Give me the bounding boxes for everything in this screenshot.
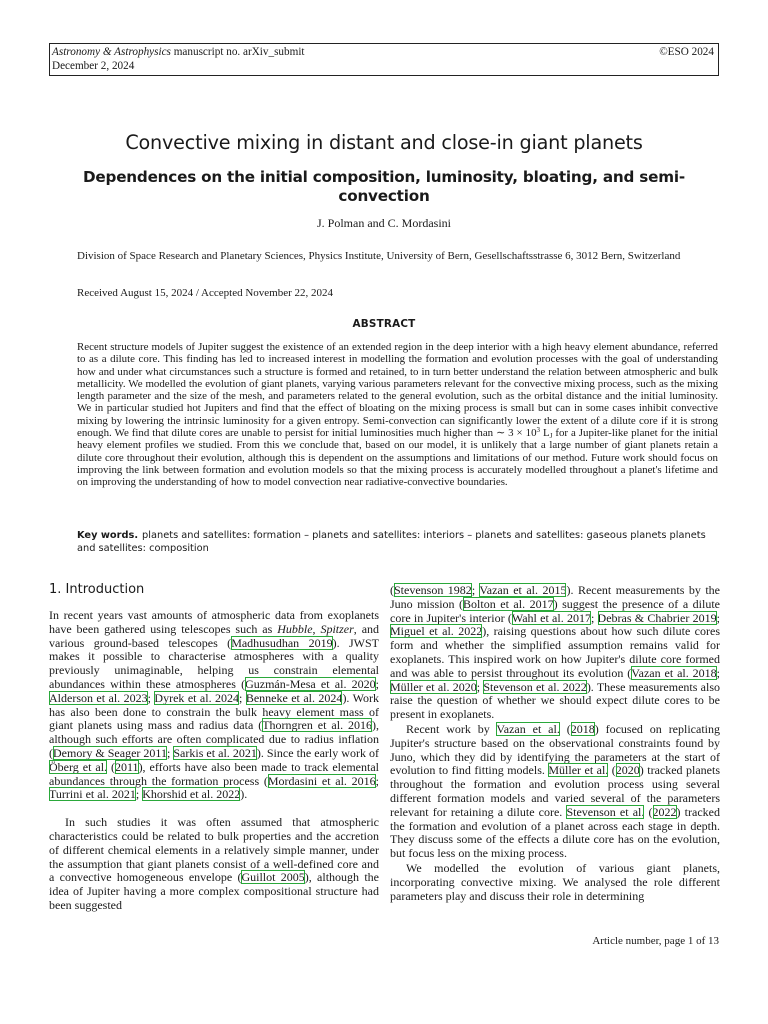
citation-link[interactable]: Sarkis et al. 2021 [173, 745, 257, 760]
text-span: ). [240, 787, 248, 802]
hubble-italic: Hubble [277, 621, 313, 636]
citation-link[interactable]: 2020 [615, 763, 640, 778]
text-span: ; [375, 676, 380, 691]
header-date: December 2, 2024 [52, 60, 135, 72]
text-span: ; [590, 610, 598, 625]
text-span: ( [107, 759, 115, 774]
text-span: ). Since the early work of [256, 745, 379, 760]
citation-link[interactable]: Vazan et al. 2015 [479, 583, 567, 597]
text-span: , [312, 621, 321, 636]
text-span: ; [147, 690, 155, 705]
text-span: ), efforts have also been made to track elemental abundances through the formation process ( [49, 759, 379, 788]
text-span: ( [644, 804, 653, 819]
text-span: In recent years vast amounts of atmospheric data from exoplanets have been gathered using telescopes such as [49, 608, 379, 636]
intro-paragraph-4 [390, 723, 720, 861]
intro-paragraph-3 [390, 584, 720, 722]
authors: J. Polman and C. Mordasini [317, 216, 451, 230]
citation-link[interactable]: Dyrek et al. 2024 [154, 690, 240, 705]
paper-title: Convective mixing in distant and close-in giant planets [125, 131, 643, 154]
text-span: ; [471, 583, 480, 597]
text-span: ; [375, 773, 379, 788]
citation-link[interactable]: Wahl et al. 2017 [511, 610, 591, 625]
text-span: ). JWST makes it possible to characterise atmospheres with a quality previously unimaginable, helping us constrain elemental abundances within these atmospheres ( [49, 635, 379, 691]
text-span: ). Work has also been done to constrain the bulk heavy element mass of giant planets using mass and radius data ( [49, 690, 380, 733]
abstract-part2: for a Jupiter-like planet for the initial heavy element profiles we studied. From this we conclude that, based on our model, it is unlikely that a large number of giant planets retain a dilute core throughout their evolution, although this is dependent on the assumptions and limitations of our method. Future work should focus on improving the link between formation and evolution models so that the mixing process is accurately modelled throughout a planet's lifetime and on improving the understanding of how to model convection near radiative-convective boundaries. [77, 427, 718, 489]
manuscript-id: manuscript no. arXiv_submit [173, 46, 305, 58]
text-span: ) suggest the presence of a dilute core in Jupiter's interior ( [390, 596, 720, 625]
abstract-heading: ABSTRACT [352, 318, 416, 330]
text-span: , and various ground-based telescopes ( [49, 621, 380, 650]
text-span: ; [135, 787, 143, 802]
citation-link[interactable]: Vazan et al. 2018 [631, 665, 717, 680]
keywords-label: Key words. [77, 530, 139, 541]
text-span: Recent work by [406, 721, 497, 736]
citation-link[interactable]: Mordasini et al. 2016 [267, 773, 376, 788]
text-span: ; [476, 679, 484, 694]
text-span: In such studies it was often assumed that atmospheric characteristics could be related to bulk properties and the accretion of different chemical elements in a relatively simple manner, under the assumption that giant planets consist of a well-defined core and a convective homogeneous envelope ( [49, 815, 379, 885]
text-span: ) tracked the formation and evolution of a planet across each stage in depth. They discuss some of the effects a dilute core has on the evolution, but focus less on the mixing process. [390, 804, 720, 861]
citation-link[interactable]: 2018 [570, 721, 595, 736]
abstract-unit: L [540, 427, 550, 440]
journal-name: Astronomy & Astrophysics [52, 46, 171, 58]
paper-subtitle: Dependences on the initial composition, luminosity, bloating, and semi-convection [83, 168, 685, 205]
abstract-exponent: 3 [536, 426, 541, 435]
abstract-text [77, 341, 718, 489]
intro-paragraph-5: We modelled the evolution of various giant planets, incorporating convective mixing. We analysed the role different parameters play and discuss their role in determining [390, 860, 720, 903]
journal-line [52, 45, 718, 59]
citation-link[interactable]: 2022 [652, 804, 677, 819]
affiliation: Division of Space Research and Planetary Sciences, Physics Institute, University of Bern, Gesellschaftsstrasse 6, 3012 Bern, Switzerland [77, 250, 681, 262]
text-span: ( [390, 583, 394, 597]
keywords [77, 530, 718, 556]
intro-paragraph-2 [49, 816, 379, 913]
received-dates: Received August 15, 2024 / Accepted November 22, 2024 [77, 287, 334, 299]
citation-link[interactable]: Khorshid et al. 2022 [142, 787, 241, 802]
citation-link[interactable]: Guzmán-Mesa et al. 2020 [245, 676, 376, 691]
page-footer: Article number, page 1 of 13 [592, 935, 719, 947]
citation-link[interactable]: Turrini et al. 2021 [49, 787, 136, 802]
text-span: ; [716, 665, 720, 680]
text-span: ), although the idea of Jupiter having a more complex compositional structure had been suggested [49, 870, 379, 912]
text-span: ( [608, 763, 616, 778]
text-span: ), although such efforts are often complicated due to radius inflation ( [49, 718, 380, 760]
keywords-text: planets and satellites: formation – planets and satellites: interiors – planets and satellites: gaseous planets planets and satellites: composition [77, 530, 706, 554]
citation-link[interactable]: Guillot 2005 [241, 870, 305, 885]
intro-paragraph-1 [49, 609, 379, 802]
text-span: ), raising questions about how such dilute cores form and whether the simplified assumption remains valid for exoplanets. This inspired work on how Jupiter's dilute core formed and was able to persist throughout its evolution ( [390, 624, 720, 680]
text-span: ( [559, 721, 571, 736]
text-span: ; [239, 690, 246, 705]
spitzer-italic: Spitzer [320, 621, 354, 636]
citation-link[interactable]: Müller et al. [548, 763, 609, 778]
left-column [49, 609, 379, 913]
citation-link[interactable]: Debras & Chabrier 2019 [597, 610, 717, 625]
citation-link[interactable]: Vazan et al. [496, 721, 560, 736]
abstract-part1: Recent structure models of Jupiter suggest the existence of an extended region in the deep interior with a high heavy element abundance, referred to as a dilute core. This finding has led to increased interest in modelling the formation and evolution processes with the goal of understanding how and under what circumstances such a structure is formed and retained, to in turn better understand the relation between atmospheric and bulk metallicity. We modelled the evolution of giant planets, varying various parameters relevant for the convective mixing process, such as the mixing length parameter and the size of the mesh, and parameters related to the general evolution, such as the orbital distance and the initial luminosity. We in particular studied hot Jupiters and find that the effect of bloating on the mixing process is small but can in some cases inhibit convective mixing by lowering the intrinsic luminosity for a given entropy. Semi-convection can significantly lower the extent of a dilute core if it is strong enough. We find that dilute cores are unable to persist for initial luminosities much higher than ∼ 3 × 10 [77, 341, 718, 440]
citation-link[interactable]: 2011 [115, 759, 139, 774]
text-span: ). These measurements also raise the question of whether we should expect dilute cores to be present in exoplanets. [390, 679, 720, 722]
citation-link[interactable]: Alderson et al. 2023 [49, 690, 148, 705]
citation-link[interactable]: Müller et al. 2020 [390, 679, 477, 694]
citation-link[interactable]: Madhusudhan 2019 [231, 635, 333, 650]
text-span: ). Recent measurements by the Juno mission ( [390, 583, 720, 611]
right-column [390, 584, 720, 903]
citation-link[interactable]: Öberg et al. [49, 759, 108, 774]
citation-link[interactable]: Stevenson 1982 [394, 583, 472, 597]
text-span: ; [716, 610, 720, 625]
text-span: ) focused on replicating Jupiter's structure based on the observational constraints found by Juno, which they did by identifying the parameters at the start of evolution to find fitting models. [390, 721, 721, 778]
citation-link[interactable]: Stevenson et al. 2022 [483, 679, 587, 694]
citation-link[interactable]: Miguel et al. 2022 [390, 624, 483, 639]
copyright: ©ESO 2024 [659, 46, 714, 58]
section-heading-introduction: 1. Introduction [49, 582, 145, 597]
citation-link[interactable]: Bolton et al. 2017 [463, 596, 554, 611]
citation-link[interactable]: Stevenson et al. [566, 804, 645, 819]
citation-link[interactable]: Demory & Seager 2011 [53, 745, 167, 760]
text-span: ; [166, 745, 174, 760]
abstract-unit-subscript: J [549, 432, 553, 441]
citation-link[interactable]: Thorngren et al. 2016 [262, 718, 373, 733]
journal-header [49, 43, 719, 76]
citation-link[interactable]: Benneke et al. 2024 [245, 690, 343, 705]
text-span: ) tracked planets throughout the formation and evolution process using several different formation models and varied several of the parameters relevant for retaining a dilute core. [390, 763, 721, 819]
